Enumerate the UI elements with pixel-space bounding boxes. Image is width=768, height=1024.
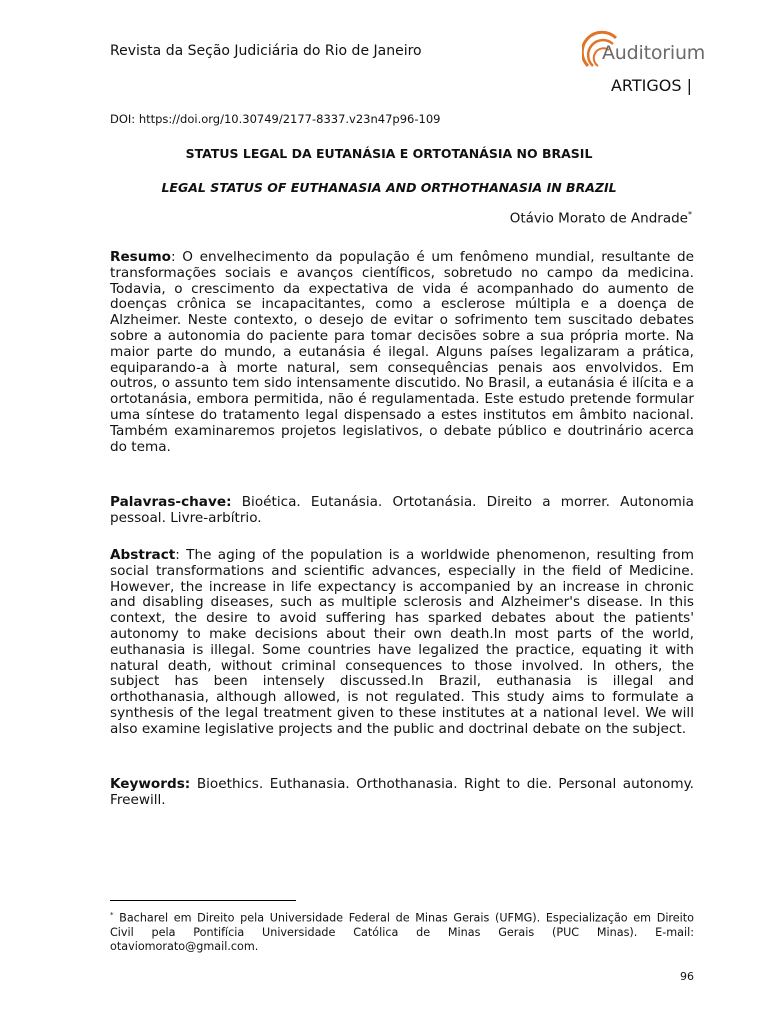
footnote-divider bbox=[110, 900, 296, 901]
footnote-mark: * bbox=[110, 911, 114, 919]
palavras-chave-text: Bioética. Eutanásia. Ortotanásia. Direito a morrer. Autonomia pessoal. Livre-arbítrio. bbox=[110, 494, 694, 526]
author-footnote-mark: * bbox=[688, 210, 692, 219]
section-label: ARTIGOS | bbox=[610, 76, 692, 95]
abstract-text: : The aging of the population is a worldwide phenomenon, resulting from social transformations and scientific advances, especially in the field of Medicine. However, the increase in life expectancy is accompanied by an increase in chronic and disabling diseases, such as multiple sclerosis and Alzheimer's disease. In this context, the desire to avoid suffering has sparked debates about the patients' autonomy to make decisions about their own death.In most parts of the world, euthanasia is illegal. Some countries have legalized the practice, equating it with natural death, without criminal consequences to those involved. In others, the subject has been intensely discussed.In Brazil, euthanasia is illegal and orthothanasia, although allowed, is not regulated. This study aims to formulate a synthesis of the legal treatment given to these institutes at a national level. We will also examine legislative projects and the public and doctrinal debate on the subject. bbox=[110, 547, 694, 737]
resumo-text: : O envelhecimento da população é um fenômeno mundial, resultante de transformações sociais e avanços científicos, sobretudo no campo da medicina. Todavia, o crescimento da expectativa de vida é acompanhado do aumento de doenças crônica se incapacitantes, como a esclerose múltipla e a doença de Alzheimer. Neste contexto, o desejo de evitar o sofrimento tem suscitado debates sobre a autonomia do paciente para tomar decisões sobre a sua própria morte. Na maior parte do mundo, a eutanásia é ilegal. Alguns países legalizaram a prática, equiparando-a à morte natural, sem consequências penais aos envolvidos. Em outros, o assunto tem sido intensamente discutido. No Brasil, a eutanásia é ilícita e a ortotanásia, embora permitida, não é regulamentada. Este estudo pretende formular uma síntese do tratamento legal dispensado a estes institutos em âmbito nacional. Também examinaremos projetos legislativos, o debate público e doutrinário acerca do tema. bbox=[110, 249, 694, 455]
abstract-paragraph bbox=[110, 548, 694, 738]
author-name bbox=[510, 210, 692, 227]
doi-link[interactable]: DOI: https://doi.org/10.30749/2177-8337.v23n47p96-109 bbox=[110, 112, 441, 126]
palavras-chave-label: Palavras-chave: bbox=[110, 494, 232, 510]
keywords-text: Bioethics. Euthanasia. Orthothanasia. Right to die. Personal autonomy. Freewill. bbox=[110, 776, 694, 808]
footnote bbox=[110, 908, 694, 954]
page-number: 96 bbox=[680, 970, 694, 983]
resumo-label: Resumo bbox=[110, 249, 171, 265]
abstract-label: Abstract bbox=[110, 547, 176, 563]
article-title: STATUS LEGAL DA EUTANÁSIA E ORTOTANÁSIA NO BRASIL bbox=[185, 146, 593, 161]
article-title-english: LEGAL STATUS OF EUTHANASIA AND ORTHOTHANASIA IN BRAZIL bbox=[161, 180, 617, 195]
keywords-label: Keywords: bbox=[110, 776, 191, 792]
footnote-text: Bacharel em Direito pela Universidade Federal de Minas Gerais (UFMG). Especialização em Direito Civil pela Pontifícia Universidade Católica de Minas Gerais (PUC Minas). E-mail: otaviomorato@gmail.com. bbox=[110, 911, 694, 953]
logo-text: Auditorium bbox=[602, 42, 706, 64]
author-text: Otávio Morato de Andrade bbox=[509, 210, 688, 227]
keywords-paragraph bbox=[110, 777, 694, 809]
auditorium-logo bbox=[582, 28, 706, 72]
journal-name: Revista da Seção Judiciária do Rio de Janeiro bbox=[110, 43, 422, 59]
resumo-paragraph bbox=[110, 250, 694, 455]
palavras-chave-paragraph bbox=[110, 495, 694, 527]
